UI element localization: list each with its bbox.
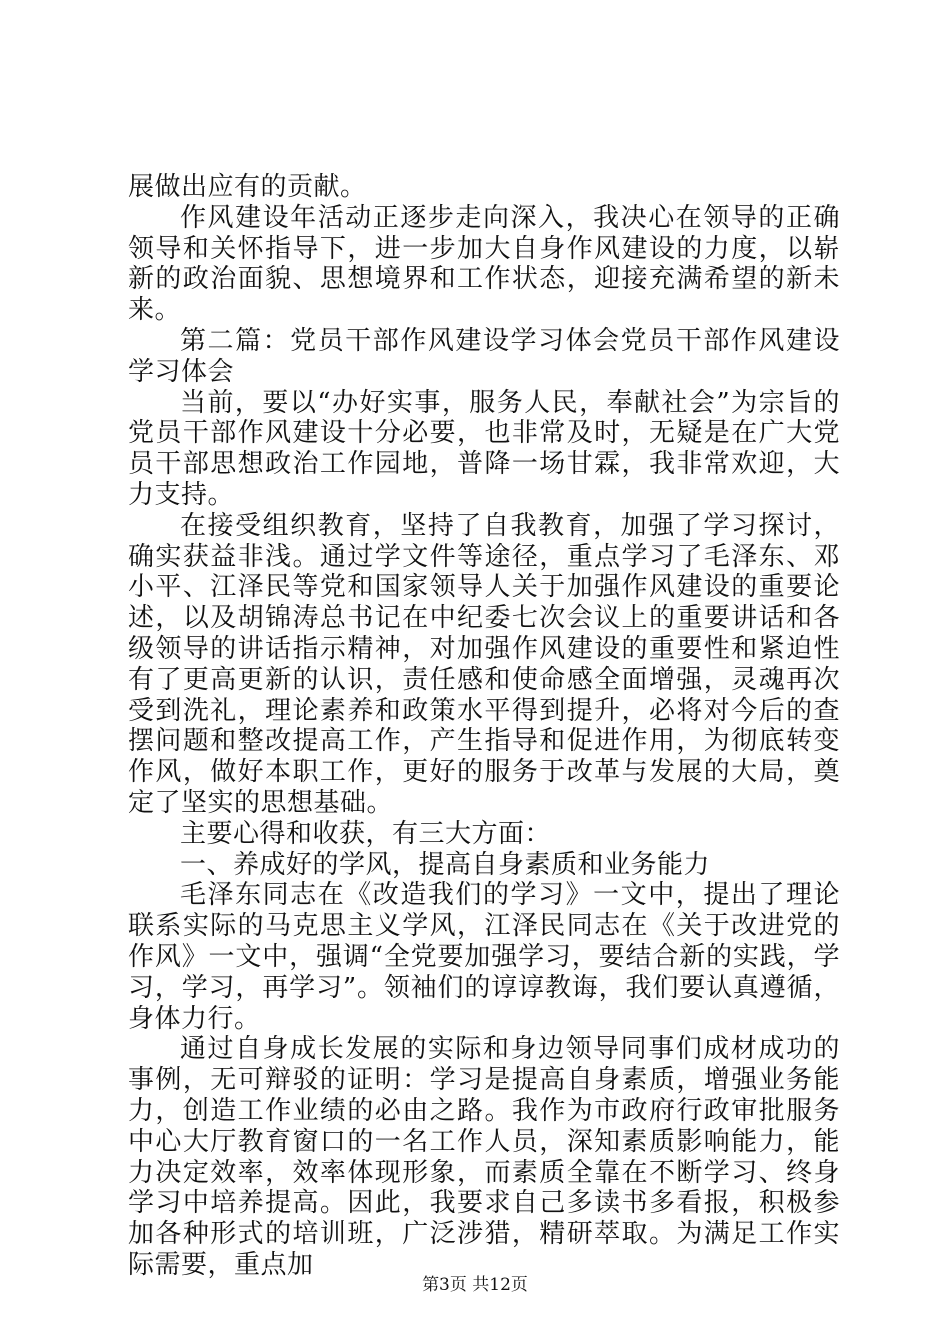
paragraph: 毛泽东同志在《改造我们的学习》一文中，提出了理论联系实际的马克思主义学风，江泽民同志在《关于改进党的作风》一文中，强调“全党要加强学习，要结合新的实践，学习，学习，再学习”。领袖们的谆谆教诲，我们要认真遵循，身体力行。 xyxy=(128,880,840,1034)
subheading: 一、养成好的学风，提高自身素质和业务能力 xyxy=(180,849,711,880)
paragraph: 主要心得和收获，有三大方面： xyxy=(180,818,552,849)
paragraph: 在接受组织教育，坚持了自我教育，加强了学习探讨，确实获益非浅。通过学文件等途径，重点学习了毛泽东、邓小平、江泽民等党和国家领导人关于加强作风建设的重要论述，以及胡锦涛总书记在中纪委七次会议上的重要讲话和各级领导的讲话指示精神，对加强作风建设的重要性和紧迫性有了更高更新的认识，责任感和使命感全面增强，灵魂再次受到洗礼，理论素养和政策水平得到提升，必将对今后的查摆问题和整改提高工作，产生指导和促进作用，为彻底转变作风，做好本职工作，更好的服务于改革与发展的大局，奠定了坚实的思想基础。 xyxy=(128,510,840,818)
document-body xyxy=(128,172,840,1281)
paragraph: 作风建设年活动正逐步走向深入，我决心在领导的正确领导和关怀指导下，进一步加大自身作风建设的力度，以崭新的政治面貌、思想境界和工作状态，迎接充满希望的新未来。 xyxy=(128,202,840,326)
page-number: 第3页 共12页 xyxy=(422,1275,528,1295)
paragraph: 通过自身成长发展的实际和身边领导同事们成材成功的事例，无可辩驳的证明：学习是提高自身素质，增强业务能力，创造工作业绩的必由之路。我作为市政府行政审批服务中心大厅教育窗口的一名工作人员，深知素质影响能力，能力决定效率，效率体现形象，而素质全靠在不断学习、终身学习中培养提高。因此，我要求自己多读书多看报，积极参加各种形式的培训班，广泛涉猎，精研萃取。为满足工作实际需要，重点加 xyxy=(128,1034,840,1280)
page-footer xyxy=(0,1275,950,1295)
paragraph: 当前，要以“办好实事，服务人民，奉献社会”为宗旨的党员干部作风建设十分必要，也非常及时，无疑是在广大党员干部思想政治工作园地，普降一场甘霖，我非常欢迎，大力支持。 xyxy=(128,387,840,510)
section-heading: 第二篇：党员干部作风建设学习体会党员干部作风建设学习体会 xyxy=(128,325,840,387)
paragraph-continuation: 展做出应有的贡献。 xyxy=(128,172,367,202)
